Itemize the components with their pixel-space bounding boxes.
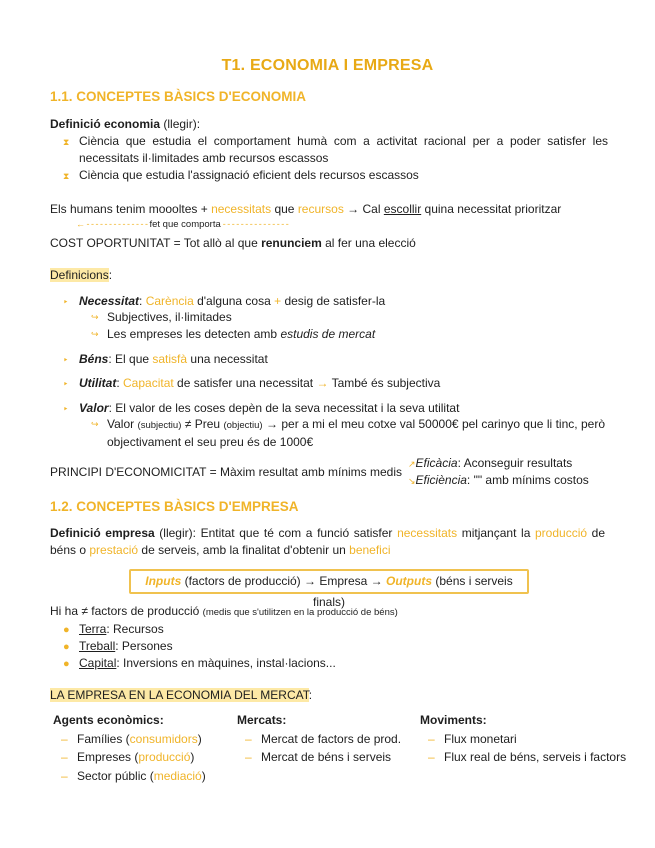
dash-bullet-icon: – (428, 750, 435, 764)
list-item: – Famílies (consumidors) (53, 730, 206, 749)
list-item: ↪ Valor (subjectiu) ≠ Preu (objectiu) → per a mi el meu cotxe val 50000€ pel carinyo que li tinc, però objectivament el seu preu és de 1000€ (91, 417, 606, 449)
arrow-bullet-icon: ↪ (91, 329, 99, 339)
moviments-column (420, 711, 626, 767)
humans-line: Els humans tenim moooltes + necessitats que recursos → Cal escollir quina necessitat prioritzar (50, 202, 562, 216)
list-item: – Mercat de béns i serveis (237, 748, 401, 767)
dash-bullet-icon: – (245, 731, 252, 746)
factor-terra: ● Terra: Recursos (63, 621, 608, 639)
dash-bullet-icon: – (428, 731, 435, 746)
cost-oportunitat: COST OPORTUNITAT = Tot allò al que renunciem al fer una elecció (50, 236, 416, 250)
factor-treball: ● Treball: Persones (63, 638, 608, 656)
fet-que-comporta-note: ← - - - - - - - - - - - - - - fet que comporta - - - - - - - - - - - - - - - (76, 219, 289, 230)
mercats-column (237, 711, 401, 767)
eficiencia-line: ↘Eficiència: "" amb mínims costos (408, 473, 589, 487)
list-item: – Flux monetari (420, 730, 626, 749)
dot-bullet-icon: ● (63, 658, 70, 670)
dash-bullet-icon: – (61, 731, 68, 746)
hourglass-icon: ⧗ (63, 137, 70, 147)
arrow-bullet-icon: ‣ (63, 355, 69, 365)
mercat-heading: LA EMPRESA EN LA ECONOMIA DEL MERCAT: (50, 688, 313, 702)
principi-economicitat: PRINCIPI D'ECONOMICITAT = Màxim resultat amb mínims medis (50, 465, 403, 479)
factors-intro: Hi ha ≠ factors de producció (medis que s'utilitzen en la producció de béns) (50, 604, 398, 618)
list-item: ↪ Les empreses les detecten amb estudis de mercat (91, 327, 376, 341)
definition-utilitat: ‣ Utilitat: Capacitat de satisfer una necessitat → També és subjectiva (63, 375, 608, 393)
list-item: ⧗ Ciència que estudia l'assignació eficient dels recursos escassos (63, 167, 608, 185)
eficacia-line: ↗Eficàcia: Aconseguir resultats (408, 456, 573, 470)
dash-bullet-icon: – (61, 750, 68, 764)
definicions-label: Definicions: (50, 268, 113, 282)
inputs-outputs-box: Inputs (factors de producció) → Empresa → Outputs (béns i serveis finals) (129, 569, 529, 594)
agents-column (53, 711, 206, 785)
arrow-bullet-icon: ‣ (63, 379, 69, 389)
list-item: – Mercat de factors de prod. (237, 730, 401, 749)
factor-capital: ● Capital: Inversions en màquines, instal·lacions... (63, 655, 608, 673)
section-heading-empresa: 1.2. CONCEPTES BÀSICS D'EMPRESA (50, 499, 299, 514)
dot-bullet-icon: ● (63, 641, 70, 653)
definition-empresa: Definició empresa (llegir): Entitat que té com a funció satisfer necessitats mitjançant la producció de béns o prestació de serveis, amb la finalitat d'obtenir un benefici (50, 526, 606, 557)
hourglass-icon: ⧗ (63, 171, 70, 181)
list-item: ↪ Subjectives, il·limitades (91, 310, 232, 324)
arrow-bullet-icon: ↪ (91, 312, 99, 322)
definition-valor: ‣ Valor: El valor de les coses depèn de la seva necessitat i la seva utilitat (63, 400, 608, 418)
dash-bullet-icon: – (61, 768, 68, 783)
arrow-bullet-icon: ↪ (91, 419, 99, 429)
moviments-title: Moviments: (420, 713, 487, 727)
page-title: T1. ECONOMIA I EMPRESA (221, 57, 434, 74)
dash-bullet-icon: – (245, 750, 252, 764)
agents-title: Agents econòmics: (53, 713, 164, 727)
list-item: – Empreses (producció) (53, 748, 206, 767)
dot-bullet-icon: ● (63, 624, 70, 636)
list-item: – Sector públic (mediació) (53, 767, 206, 786)
definition-economia: Definició economia (llegir): (50, 117, 201, 131)
arrow-bullet-icon: ‣ (63, 297, 69, 307)
list-item: ⧗ Ciència que estudia el comportament humà com a activitat racional per a poder satisfer les necessitats il·limitades amb recursos escassos (63, 134, 608, 165)
definition-necessitat: ‣ Necessitat: Carència d'alguna cosa + desig de satisfer-la (63, 293, 608, 311)
section-heading-economia: 1.1. CONCEPTES BÀSICS D'ECONOMIA (50, 89, 306, 104)
arrow-bullet-icon: ‣ (63, 404, 69, 414)
definition-bens: ‣ Béns: El que satisfà una necessitat (63, 351, 608, 369)
mercats-title: Mercats: (237, 713, 287, 727)
list-item: – Flux real de béns, serveis i factors (420, 748, 626, 767)
